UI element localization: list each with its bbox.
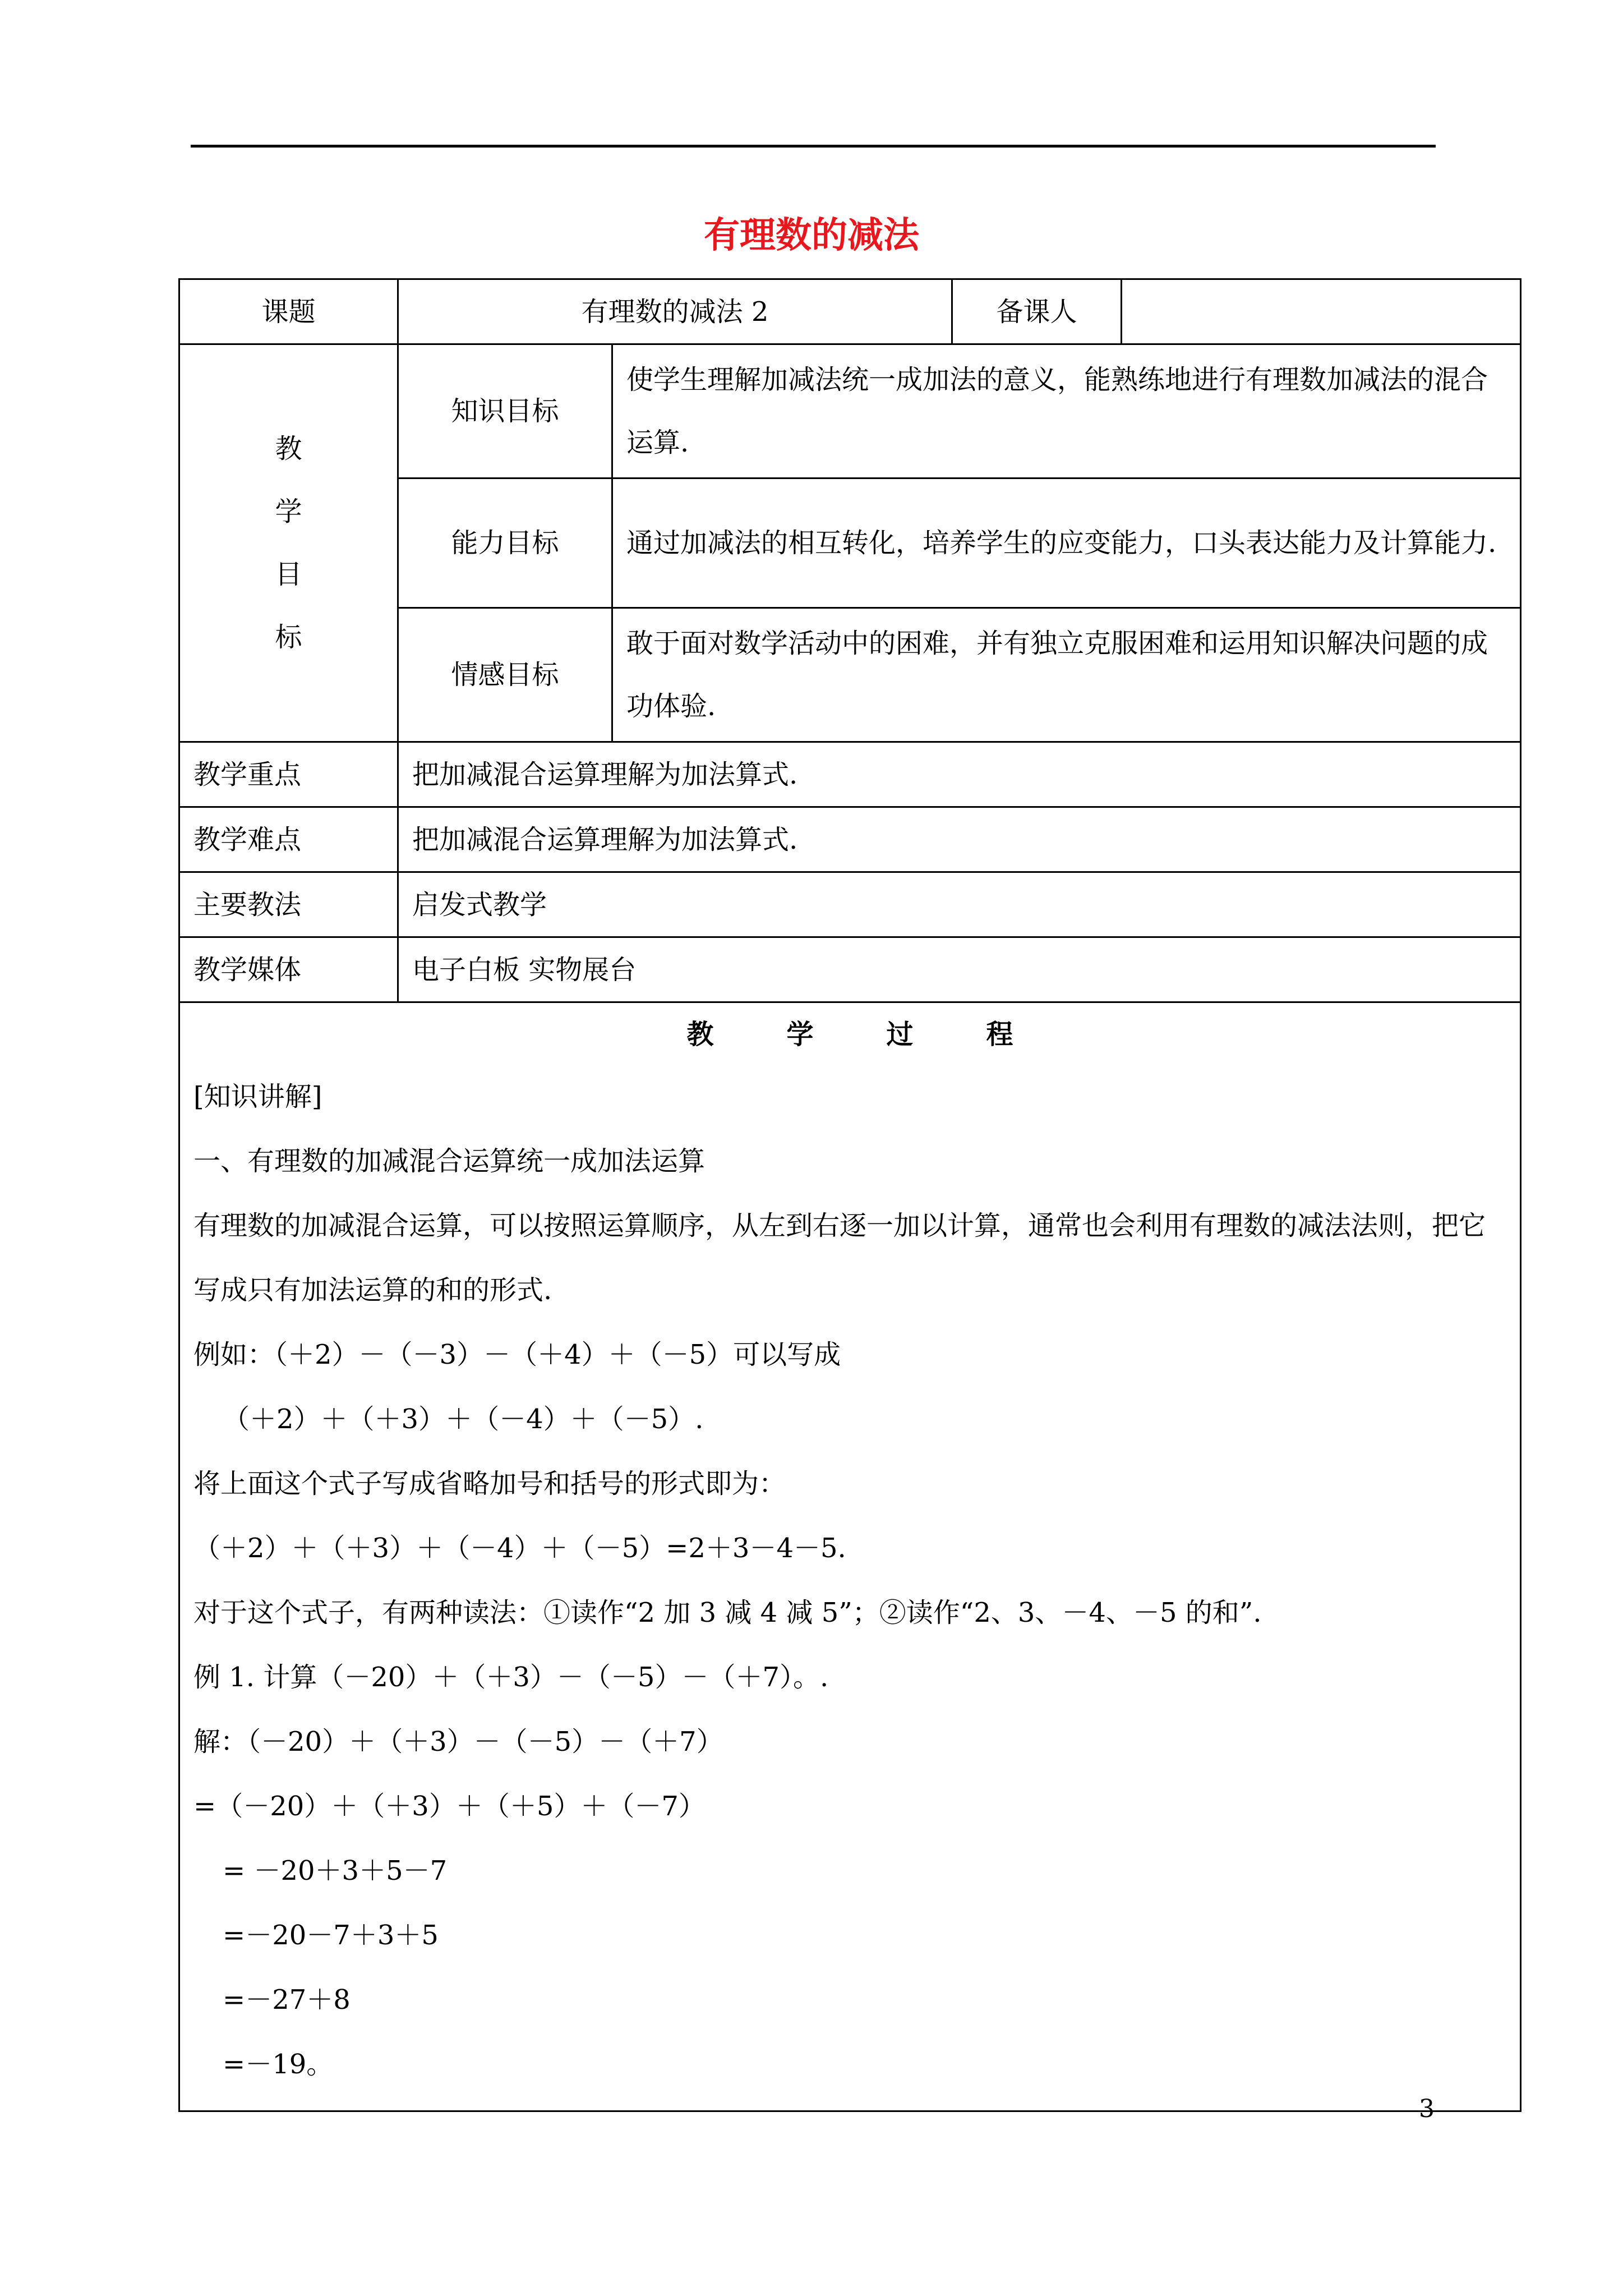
preparer-label: 备课人: [952, 279, 1122, 344]
header-rule: [191, 145, 1436, 148]
process-line: （＋2）＋（＋3）＋（－4）＋（－5）=2＋3－4－5.: [193, 1533, 846, 1564]
teaching-media-label: 教学媒体: [179, 937, 398, 1002]
process-line: 有理数的加减混合运算，可以按照运算顺序，从左到右逐一加以计算，通常也会利用有理数的减法法则，把它写成只有加法运算的和的形式.: [193, 1210, 1486, 1306]
subject-value: 有理数的减法 2: [398, 279, 952, 344]
teaching-media-value: 电子白板 实物展台: [398, 937, 1521, 1002]
process-line: =－27＋8: [223, 1984, 351, 2016]
teaching-focus-row: [179, 742, 1521, 807]
process-line: 一、有理数的加减混合运算统一成加法运算: [193, 1145, 706, 1177]
process-line: 对于这个式子，有两种读法：①读作“2 加 3 减 4 减 5”；②读作“2、3、－4、－5 的和”.: [193, 1597, 1262, 1628]
process-line: [知识讲解]: [193, 1081, 322, 1112]
teaching-media-row: [179, 937, 1521, 1002]
knowledge-objective-text: 使学生理解加减法统一成加法的意义，能熟练地进行有理数加减法的混合运算.: [612, 344, 1521, 478]
subject-row: [179, 279, 1521, 344]
process-line: =－20－7＋3＋5: [223, 1920, 439, 1951]
process-line: =－19。: [223, 2049, 334, 2080]
process-line: 例如：（＋2）－（－3）－（＋4）＋（－5）可以写成: [193, 1339, 841, 1370]
preparer-value: [1122, 279, 1521, 344]
document-title: 有理数的减法: [704, 215, 919, 256]
ability-objective-label: 能力目标: [398, 478, 612, 608]
teaching-method-row: [179, 872, 1521, 937]
process-line: 例 1. 计算（－20）＋（＋3）－（－5）－（＋7）。.: [193, 1662, 829, 1693]
teaching-method-value: 启发式教学: [398, 872, 1521, 937]
teaching-difficulty-row: [179, 807, 1521, 872]
teaching-method-label: 主要教法: [179, 872, 398, 937]
objective-row-knowledge: [179, 344, 1521, 478]
teaching-process-heading: 教学过程: [686, 1019, 1086, 1050]
subject-label: 课题: [179, 279, 398, 344]
objectives-label-char: 标: [275, 622, 302, 653]
teaching-difficulty-value: 把加减混合运算理解为加法算式.: [398, 807, 1521, 872]
knowledge-objective-label: 知识目标: [398, 344, 612, 478]
process-line: 解：（－20）＋（＋3）－（－5）－（＋7）: [193, 1726, 723, 1757]
process-line: （＋2）＋（＋3）＋（－4）＋（－5）.: [223, 1404, 704, 1435]
process-line: = －20＋3＋5－7: [223, 1855, 448, 1887]
page-number: 3: [1419, 2095, 1435, 2123]
ability-objective-text: 通过加减法的相互转化，培养学生的应变能力，口头表达能力及计算能力.: [612, 478, 1521, 608]
objectives-group-label: [179, 344, 398, 742]
emotion-objective-label: 情感目标: [398, 608, 612, 742]
objectives-label-char: 学: [275, 496, 302, 527]
teaching-focus-value: 把加减混合运算理解为加法算式.: [398, 742, 1521, 807]
teaching-process-row: [179, 1002, 1521, 2111]
emotion-objective-text: 敢于面对数学活动中的困难，并有独立克服困难和运用知识解决问题的成功体验.: [612, 608, 1521, 742]
teaching-focus-label: 教学重点: [179, 742, 398, 807]
teaching-difficulty-label: 教学难点: [179, 807, 398, 872]
lesson-plan-table: [178, 278, 1521, 2112]
objectives-label-char: 目: [275, 559, 302, 590]
process-line: =（－20）＋（＋3）＋（＋5）＋（－7）: [193, 1791, 706, 1822]
process-line: 将上面这个式子写成省略加号和括号的形式即为：: [193, 1468, 786, 1499]
objectives-label-char: 教: [275, 433, 302, 464]
teaching-process-cell: [179, 1002, 1521, 2111]
